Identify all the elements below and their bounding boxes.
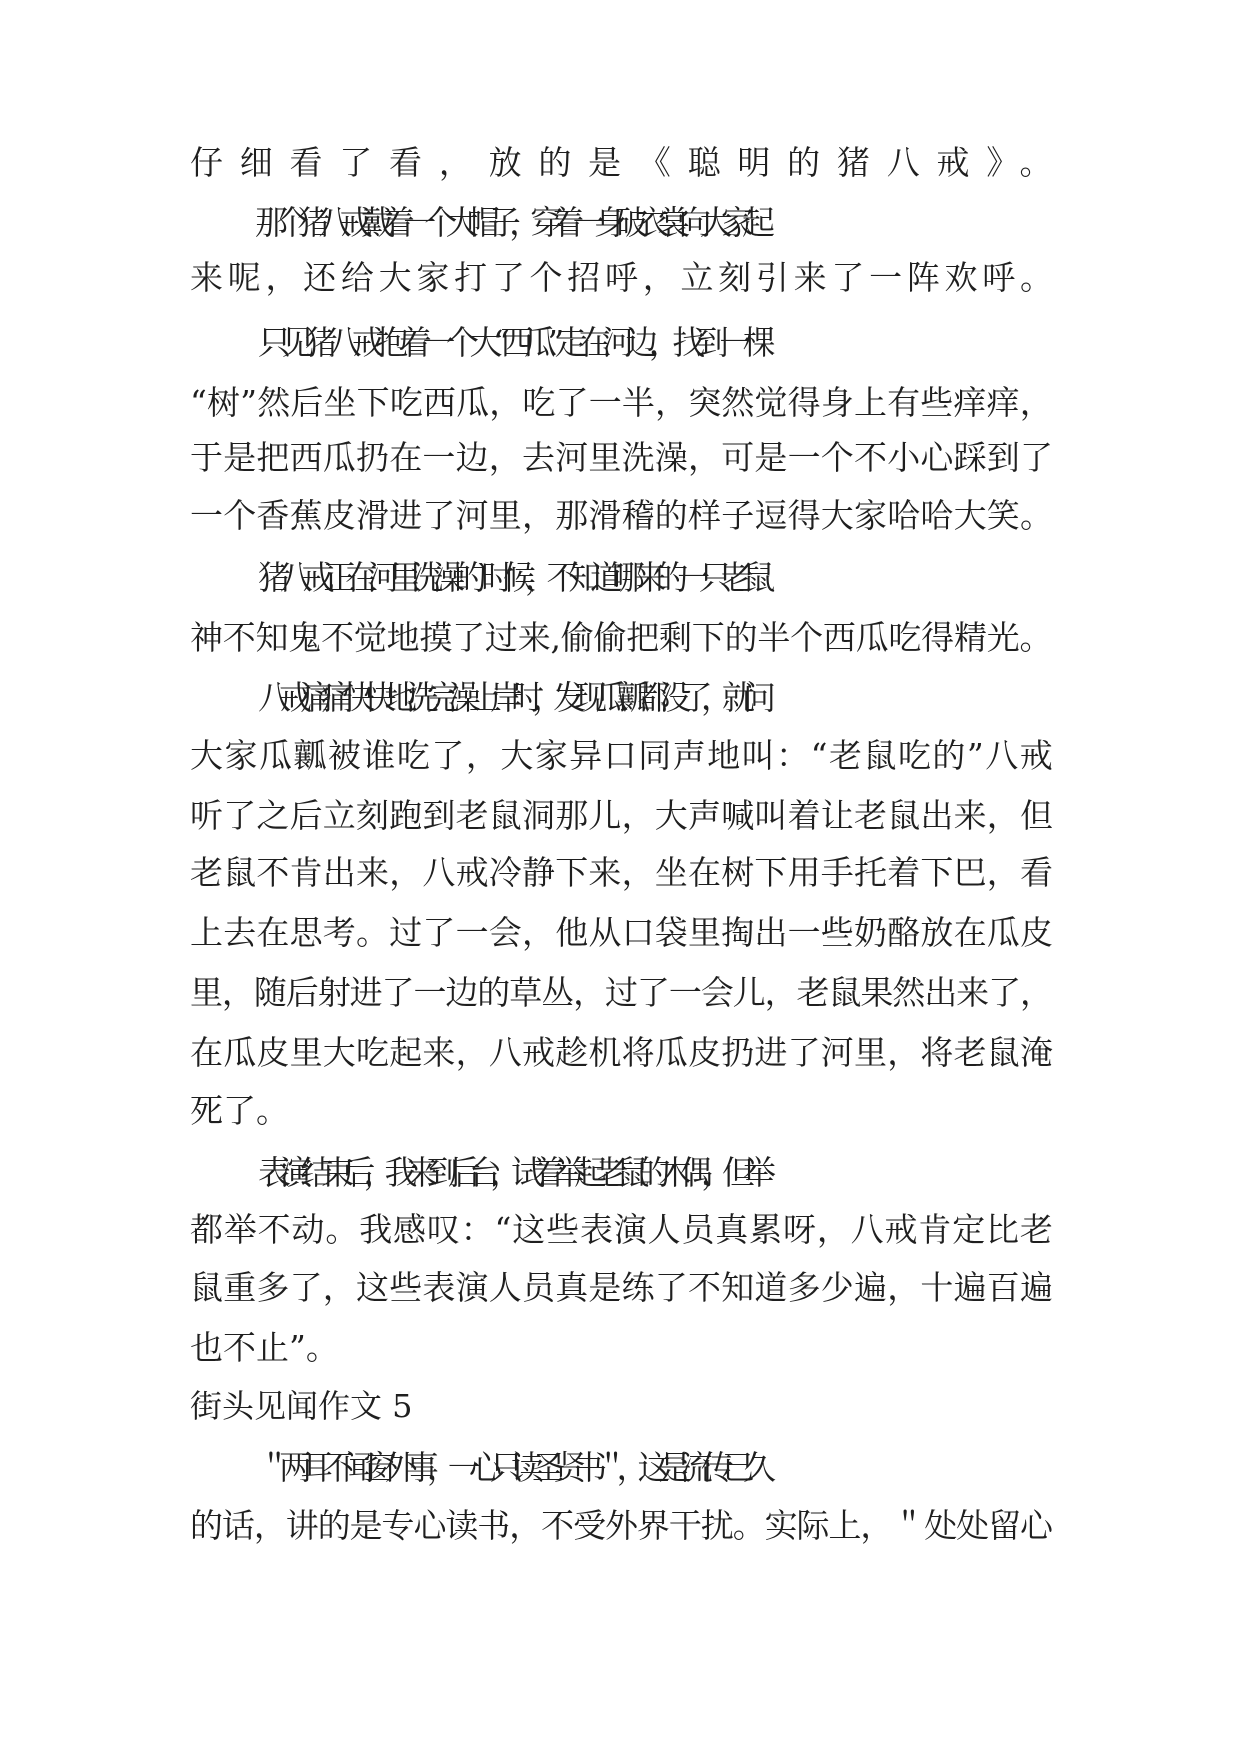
- section-heading: 街头见闻作文 5: [190, 1387, 413, 1425]
- paragraph-first-line: 表演结束后，我来到后台，试着举起老鼠的木偶，但举: [258, 1153, 765, 1192]
- text-line: 老鼠不肯出来，八戒冷静下来，坐在树下用手托着下巴，看: [190, 853, 1054, 892]
- paragraph-first-line: 八戒痛痛快快地洗完澡上岸时，发现瓜瓤都没了，就问: [258, 678, 765, 717]
- text-line: 听了之后立刻跑到老鼠洞那儿，大声喊叫着让老鼠出来，但: [190, 796, 1054, 835]
- paragraph-first-line: ＂两耳不闻窗外事，一心只读圣贤书＂，这是流传已久: [258, 1448, 765, 1487]
- paragraph-first-line: 猪八戒正在河里洗澡的`时候，不知道哪来的一只老鼠: [258, 558, 765, 597]
- text-line: 都举不动。我感叹：“这些表演人员真累呀，八戒肯定比老: [190, 1210, 1054, 1249]
- text-line: “树”然后坐下吃西瓜，吃了一半，突然觉得身上有些痒痒，: [190, 383, 1053, 422]
- text-line: 死了。: [190, 1091, 289, 1130]
- paragraph-first-line: 那个猪八戒戴着一个大帽子，穿着一身破衣裳向大家起: [255, 203, 764, 242]
- text-line: 于是把西瓜扔在一边，去河里洗澡，可是一个不小心踩到了: [190, 438, 1054, 477]
- text-line: 神不知鬼不觉地摸了过来,偷偷把剩下的半个西瓜吃得精光。: [190, 618, 1053, 657]
- paragraph-first-line: 只见猪八戒抱着一个大“西瓜”走在河边，找到一棵: [258, 323, 767, 362]
- text-line: 上去在思考。过了一会，他从口袋里掏出一些奶酪放在瓜皮: [190, 913, 1054, 952]
- text-line: 也不止”。: [190, 1328, 339, 1367]
- text-line: 里，随后射进了一边的草丛，过了一会儿，老鼠果然出来了，: [190, 973, 1052, 1012]
- text-line: 鼠重多了，这些表演人员真是练了不知道多少遍，十遍百遍: [190, 1268, 1054, 1307]
- text-line: 大家瓜瓤被谁吃了，大家异口同声地叫：“老鼠吃的”八戒: [190, 736, 1055, 775]
- text-line: 一个香蕉皮滑进了河里，那滑稽的样子逗得大家哈哈大笑。: [190, 496, 1054, 535]
- text-line: 的话，讲的是专心读书，不受外界干扰。实际上，＂处处留心: [190, 1506, 1052, 1545]
- text-line: 仔细看了看，放的是《聪明的猪八戒》。: [190, 143, 1070, 182]
- text-line: 在瓜皮里大吃起来，八戒趁机将瓜皮扔进了河里，将老鼠淹: [190, 1033, 1054, 1072]
- text-line: 来呢，还给大家打了个招呼，立刻引来了一阵欢呼。: [190, 258, 1058, 297]
